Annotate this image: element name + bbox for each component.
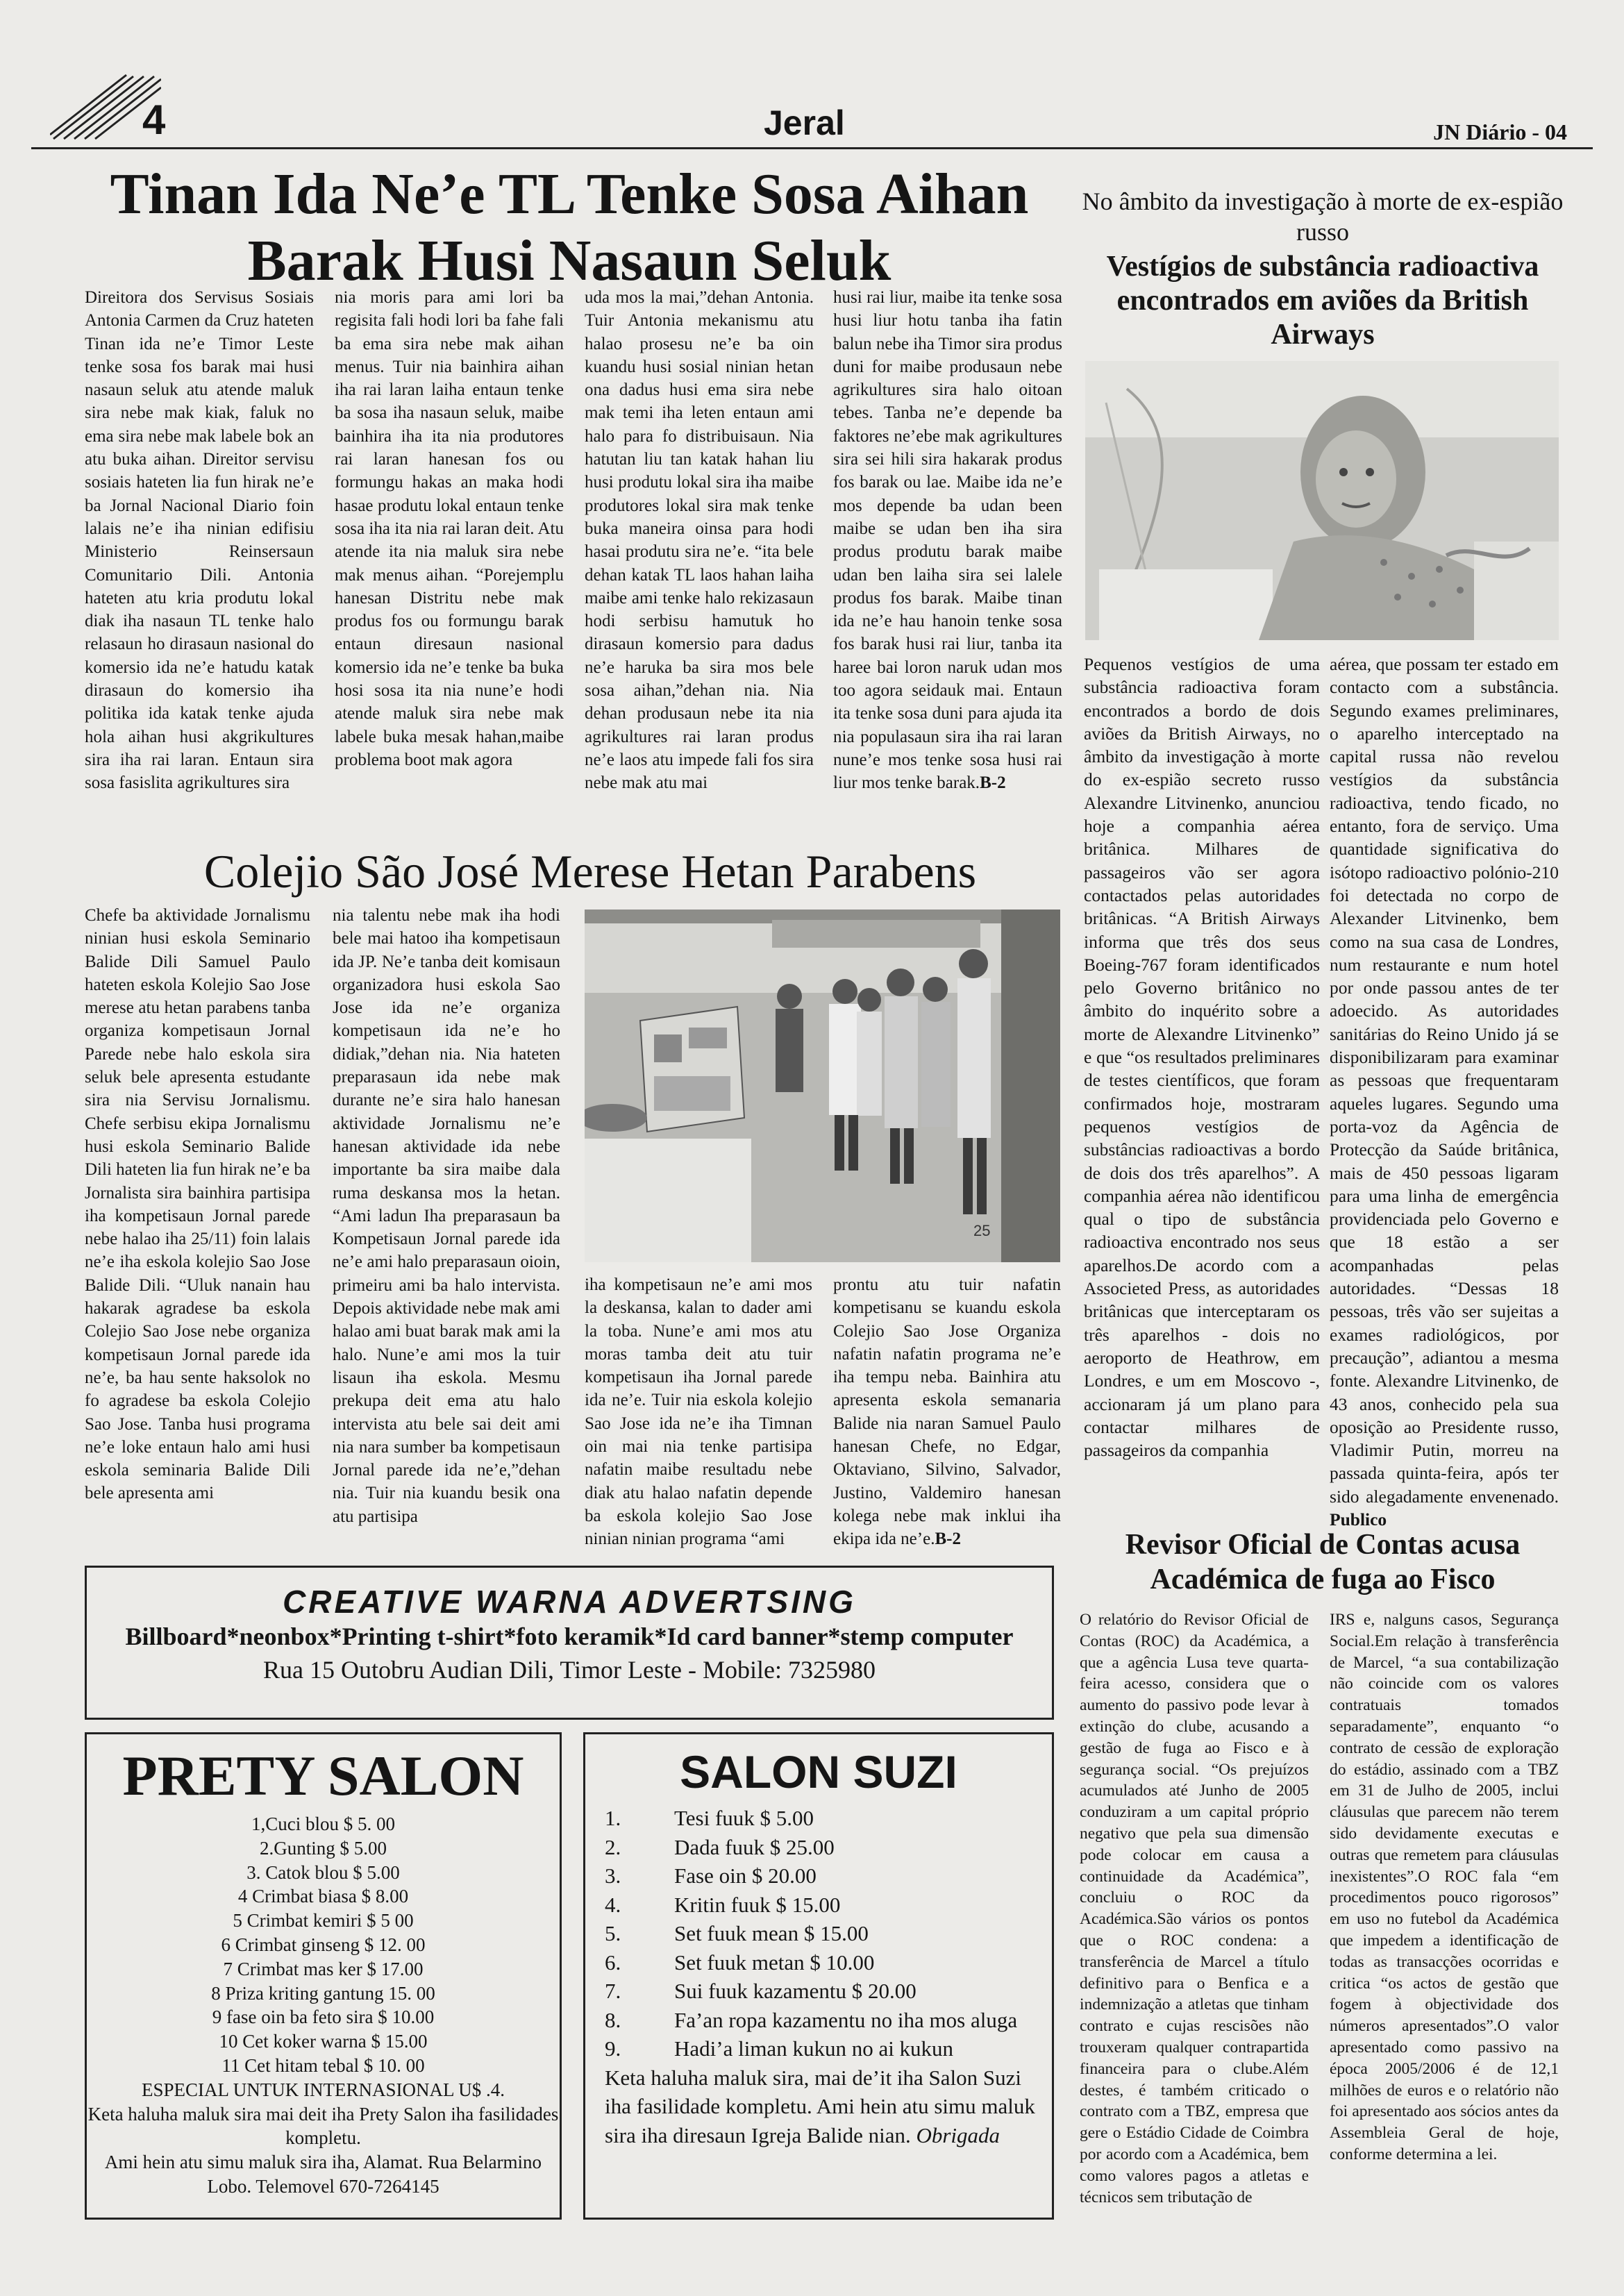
ad-creative-address: Rua 15 Outobru Audian Dili, Timor Leste - Mobile: 7325980 [263, 1656, 876, 1684]
article2-col3-text: iha kompetisaun ne’e ami mos la deskansa, kalan to dader ami la toba. Nune’e ami mos atu moras tamba deit atu tuir kompetisaun iha Jornal parede ida ne’e. Tuir nia eskola kolejio Sao Jose ida ne’e iha Timnan oin mai nia tenke partisipa nafatin maibe resultadu nebe diak atu halao nafatin depende ba eskola kolejio Sao Jose ninian ninian programa “ami [585, 1275, 812, 1549]
list-item: ESPECIAL UNTUK INTERNASIONAL U$ .4. [142, 2079, 505, 2100]
ad-creative-services: Billboard*neonbox*Printing t-shirt*foto keramik*Id card banner*stemp computer [125, 1623, 1014, 1650]
article2-headline: Colejio São José Merese Hetan Parabens [203, 845, 977, 898]
sidebar2-col1 [1080, 1609, 1309, 2220]
sidebar1-photo [1085, 361, 1559, 640]
ad-suzi-title: SALON SUZI [680, 1746, 957, 1798]
list-item: 1,Cuci blou $ 5. 00 [251, 1813, 395, 1834]
list-item: 7. Sui fuuk kazamentu $ 20.00 [605, 1979, 916, 2003]
article2-photo [585, 910, 1060, 1262]
list-item: 7 Crimbat mas ker $ 17.00 [223, 1958, 424, 1979]
list-item: 4. Kritin fuuk $ 15.00 [605, 1892, 841, 1917]
article1-col3 [585, 286, 814, 835]
sidebar1-signature: Publico [1330, 1509, 1387, 1530]
ad-prety-footer1: Keta haluha maluk sira mai deit iha Prety Salon iha fasilidades kompletu. [87, 2103, 559, 2149]
article2-signature: B-2 [935, 1530, 961, 1549]
ad-suzi-price-list [605, 1804, 1052, 2063]
article2-col3 [585, 1273, 812, 1558]
list-item: 5 Crimbat kemiri $ 5 00 [233, 1910, 414, 1932]
sidebar1-col2 [1330, 653, 1559, 1534]
sidebar2-headline-line1: Revisor Oficial de Contas acusa [1125, 1529, 1521, 1561]
article1-col2 [335, 286, 564, 835]
article1-col4 [833, 286, 1062, 835]
article1-headline-line2: Barak Husi Nasaun Seluk [247, 228, 891, 293]
ad-suzi-thanks: Obrigada [916, 2122, 1001, 2147]
list-item: 1. Tesi fuuk $ 5.00 [605, 1806, 814, 1830]
ad-creative-title: CREATIVE WARNA ADVERTSING [283, 1584, 856, 1620]
ad-creative-warna [85, 1566, 1054, 1720]
sidebar1-kicker: No âmbito da investigação à morte de ex-espião russo [1082, 187, 1564, 246]
list-item: 5. Set fuuk mean $ 15.00 [605, 1921, 869, 1945]
list-item: 3. Fase oin $ 20.00 [605, 1863, 817, 1888]
list-item: 2.Gunting $ 5.00 [259, 1837, 387, 1859]
ad-prety-salon [85, 1732, 562, 2220]
article1-col1-text: Direitora dos Servisus Sosiais Antonia Carmen da Cruz hateten Tinan ida ne’e Timor Leste tenke sosa fos barak mai husi nasaun seluk atu atende maluk sira nebe mak kiak, faluk no ema sira nebe mak labele bok an atu buka aihan. Direitor servisu sosiais hateten lia fun hirak ne’e ba Jornal Nacional Diario foin lalais ne’e iha ninian edifisiu Ministerio Reinsersaun Comunitario Dili. Antonia hateten atu kria produtu lokal diak iha nasaun TL tenke halo relasaun ho dirasaun nasional do komersio ida ne’e hatudu katak dirasaun do komersio iha politika ida katak tenke ajuda hola aihan husi akgrikultures sira iha rai laran. Entaun sira sosa fasislita agrikultures sira [85, 288, 314, 793]
article1-headline [83, 161, 1055, 294]
section-title: Jeral [764, 103, 845, 142]
article2-col4 [833, 1273, 1061, 1558]
article1-col4-text: husi rai liur, maibe ita tenke sosa husi liur hotu tanba iha fatin balun nebe iha Timor sira produs duni for maibe produsaun nebe agrikultures sira halo oitoan tebes. Tanba ne’e depende ba faktores ne’ebe mak agrikultures sira sei hili sira hakarak produs fos barak ou lae. Maibe ida ne’e mos depende ba udan been maibe se udan ben iha sira produs produtu barak maibe udan ben laiha sira sei lalele produs fos barak. Maibe tinan ida ne’e hau hanoin tenke sosa fos barak husi rai liur, tanba ita haree bai loron naruk udan mos too agora seidauk mai. Entaun ita tenke sosa duni para ajuda ita nia populasaun sira iha rai laran nune’e mos tenke sosa husi rai liur mos tenke barak. [833, 288, 1062, 793]
list-item: 6 Crimbat ginseng $ 12. 00 [221, 1934, 426, 1955]
hospital-patient-image [1085, 361, 1559, 640]
article1-col2-text: nia moris para ami lori ba regisita fali hodi lori ba fahe fali ba ema sira nebe mak aihan menus. Tuir nia bainhira aihan iha rai laran laiha entaun tenke ba sosa iha nasaun seluk, maibe bainhira iha ita nia produtores rai laran hanesan fos ou formungu hakas an maka hodi hasae produtu lokal entaun tenke sosa iha ita nia rai laran deit. Atu atende ita nia maluk sira nebe mak menus aihan. “Porejemplu hanesan Distritu nebe mak produs fos ou formungu barak entaun diresaun nasional komersio ida ne’e tenke ba buka hosi sosa ita nia nune’e hodi atende maluk sira nebe mak labele buka mesak hahan,maibe problema boot mak agora [335, 288, 564, 769]
list-item: 10 Cet koker warna $ 15.00 [219, 2031, 428, 2052]
ad-prety-footer2: Ami hein atu simu maluk sira iha, Alamat. Rua Belarmino Lobo. Telemovel 670-7264145 [104, 2152, 542, 2197]
sidebar1-col1 [1084, 653, 1320, 1534]
list-item: 2. Dada fuuk $ 25.00 [605, 1834, 835, 1859]
article2-col2-text: nia talentu nebe mak iha hodi bele mai hatoo iha kompetisaun ida JP. Ne’e tanba deit komisaun organizadora husi eskola Sao Jose ida ne’e organiza kompetisaun ida ne’e ho didiak,”dehan nia. Nia hateten preparasaun ida nebe mak durante ne’e sira halo hanesan aktividade Jornalismu ne’e hanesan aktividade ida nebe importante ba sira maibe dala ruma deskansa mos la hetan. “Ami ladun Iha preparasaun ba Kompetisaun Jornal parede ida ne’e ami halo preparasaun oioin, primeiru ami ba halo intervista. Depois aktividade nebe mak ami halao ami buat barak mak ami la halo. Nune’e ami mos la tuir lisaun iha eskola. Mesmu prekupa deit ema atu halo intervista atu bele sai deit ami nia nara sumber ba kompetisaun Jornal parede ida ne’e,”dehan nia. Tuir nia kuandu besik ona atu partisipa [333, 906, 560, 1526]
sidebar2-col2-text: IRS e, nalguns casos, Segurança Social.Em relação à transferência de Marcel, “a sua contabilização não coincide com os valores contratuais tomados separadamente”, enquanto “o contrato de cessão de exploração do estádio, assinado com a TBZ em 31 de Julho de 2005, inclui cláusulas que parecem não terem sido devidamente executas e outras que remetem para cláusulas inexistentes”.O ROC fala “em procedimentos pouco rigorosos” em uso no futebol da Académica que impedem a identificação de todas as transacções ocorridas e critica “os actos de gestão que fogem à objectividade dos números apresentados”.O valor apresentado como passivo na época 2005/2006 é de 12,1 milhões de euros e o relatório não foi apresentado aos sócios antes da Assembleia Geral de hoje, conforme determina a lei. [1330, 1611, 1559, 2163]
students-photo-image [585, 910, 1060, 1262]
ad-suzi-footer: Keta haluha maluk sira, mai de’it iha Salon Suzi iha fasilidade kompletu. Ami hein atu simu maluk sira iha diresaun Igreja Balide nian. Obrigada [605, 2065, 1035, 2147]
article2-col4-text: prontu atu tuir nafatin kompetisanu se kuandu eskola Colejio Sao Jose Organiza nafatin nafatin programa ne’e iha tempu neba. Bainhira atu apresenta eskola semanaria Balide nia naran Samuel Paulo hanesan Chefe, no Edgar, Oktaviano, Silvino, Salvador, Justino, Valdemiro hanesan kolega nebe mak inklui iha ekipa ida ne’e. [833, 1275, 1061, 1549]
sidebar1-col1-text: Pequenos vestígios de uma substância radioactiva foram encontrados a bordo de dois aviões da British Airways, no âmbito da investigação à morte do ex-espião secreto russo Alexandre Litvinenko, anunciou hoje a companhia aérea britânica. Milhares de passageiros vão ser agora contactados pelas autoridades britânicas. “A British Airways informa que três dos seus Boeing-767 foram identificados pelo Governo britânico no âmbito do inquérito sobre a morte de Alexandre Litvinenko” e que “os resultados preliminares de testes científicos, que foram confirmados hoje, mostraram pequenos vestígios de substâncias radioactivas a bordo de dois dos três aparelhos”. A companhia aérea não identificou qual o tipo de substância radioactiva encontrado nos seus aparelhos.De acordo com a Associeted Press, as autoridades britânicas que interceptaram os três aparelhos - dois no aeroporto de Heathrow, em Londres, e um em Moscovo -, accionaram já um plano para contactar milhares de passageiros da companhia [1084, 654, 1320, 1461]
article2-col1-text: Chefe ba aktividade Jornalismu ninian husi eskola Seminario Balide Dili Samuel Paulo hateten eskola Kolejio Sao Jose merese atu hetan parabens tanba organiza kompetisaun Jornal Parede nebe halo eskola sira seluk bele apresenta estudante sira nia Servisu Jornalismu. Chefe serbisu ekipa Jornalismu husi eskola Seminario Balide Dili hateten lia fun hirak ne’e ba Jornalista sira bainhira partisipa iha kompetisaun Jornal parede nebe halao iha 25/11) foin lalais ne’e iha eskola kolejio Sao Jose Balide Dili. “Uluk nanain hau hakarak agradese ba eskola Colejio Sao Jose nebe organiza kompetisaun Jornal parede ida ne’e, ba hau sente haksolok no fo agradese ba eskola Colejio Sao Jose. Tanba husi programa ne’e loke entaun halo ami husi eskola seminaria Balide Dili bele apresenta ami [85, 906, 310, 1503]
ad-salon-suzi [583, 1732, 1054, 2220]
sidebar1-col2-text: aérea, que possam ter estado em contacto com a substância. Segundo exames preliminares, o aparelho interceptado na capital russa não revelou vestígios da substância radioactiva, tendo ficado, no entanto, fora de serviço. Uma quantidade significativa do isótopo radioactivo polónio-210 foi detectada no corpo de Alexander Litvinenko, bem como na sua casa de Londres, num restaurante e num hotel por onde passou antes de ter adoecido. As autoridades sanitárias do Reino Unido já se disponibilizaram para examinar as pessoas que frequentaram aqueles lugares. Segundo uma porta-voz da Agência de Protecção da Saúde britânica, mais de 450 pessoas ligaram para uma linha de emergência providenciada pelo Governo e que 18 estão a ser acompanhadas pelas autoridades. “Dessas 18 pessoas, três vão ser sujeitas a exames radiológicos, por precaução”, adiantou a mesma fonte. Alexandre Litvinenko, de 43 anos, conhecido pela sua oposição ao Presidente russo, Vladimir Putin, morreu na passada quinta-feira, após ter sido alegadamente envenenado. [1330, 654, 1559, 1507]
page-number: 4 [142, 97, 166, 143]
article1-headline-line1: Tinan Ida Ne’e TL Tenke Sosa Aihan [110, 162, 1029, 226]
sidebar2-headline [1069, 1527, 1576, 1597]
list-item: 8. Fa’an ropa kazamentu no iha mos aluga [605, 2007, 1018, 2032]
article2-col1 [85, 904, 310, 1557]
article1-signature: B-2 [980, 773, 1006, 793]
ad-prety-title: PRETY SALON [122, 1744, 524, 1807]
sidebar2-col1-text: O relatório do Revisor Oficial de Contas (ROC) da Académica, a que a agência Lusa teve quarta-feira acesso, considera que o aumento do passivo pode levar à extinção do clube, acusando a gestão de fuga ao Fisco e à segurança social. “Os prejuízos acumulados até Junho de 2005 conduziram a um capital próprio negativo que pela sua dimensão pode colocar em causa a continuidade da Académica”, concluiu o ROC da Académica.São vários os pontos que o ROC condena: a transferência de Marcel a título definitivo para o Benfica e a indemnização a atletas que tinham contrato e cujas rescisões não trouxeram qualquer contrapartida financeira para o clube.Além destes, é também criticado o contrato com a TBZ, empresa que gere o Estádio Cidade de Coimbra por acordo com a Académica, bem como valores pagos a atletas e técnicos sem tributação de [1080, 1611, 1309, 2206]
header-rule [31, 147, 1593, 149]
paper-page-label: JN Diário - 04 [1433, 119, 1567, 144]
sidebar1-headline: Vestígios de substância radioactiva encontrados em aviões da British Airways [1106, 251, 1539, 351]
article1-col3-text: uda mos la mai,”dehan Antonia. Tuir Antonia mekanismu atu halao prosesu ne’e ba oin kuandu husi sosial ninian hetan ona dadus husi ema sira nebe mak temi iha leten entaun ami halo para fo distribuisaun. Nia hatutan liu tan katak hahan liu husi produtu lokal sira iha maibe produtores lokal sira mak tenke buka maneira oinsa para hodi hasai produtu sira ne’e. “ita bele dehan katak TL laos hahan laiha maibe ami tenke halo rekizasaun hodi serbisu hamutuk ho dirasaun komersio para dadus ne’e haruka ba sira mos bele sosa aihan,”dehan nia. Nia dehan produsaun nebe ita nia agrikultures rai laran produs ne’e laos atu impede fali fos sira nebe mak atu mai [585, 288, 814, 793]
ad-prety-price-list [87, 1812, 560, 2102]
list-item: 6. Set fuuk metan $ 10.00 [605, 1950, 875, 1975]
sidebar2-headline-line2: Académica de fuga ao Fisco [1150, 1564, 1496, 1595]
article1-col1 [85, 286, 314, 835]
list-item: 9. Hadi’a liman kukun no ai kukun [605, 2036, 954, 2061]
sidebar2-col2 [1330, 1609, 1559, 2220]
list-item: 4 Crimbat biasa $ 8.00 [237, 1886, 409, 1907]
list-item: 3. Catok blou $ 5.00 [246, 1861, 400, 1883]
article2-col2 [333, 904, 560, 1557]
list-item: 11 Cet hitam tebal $ 10. 00 [221, 2054, 425, 2076]
list-item: 8 Priza kriting gantung 15. 00 [211, 1982, 435, 2004]
photo-date-stamp: 25 [973, 1222, 991, 1239]
list-item: 9 fase oin ba feto sira $ 10.00 [212, 2006, 435, 2028]
